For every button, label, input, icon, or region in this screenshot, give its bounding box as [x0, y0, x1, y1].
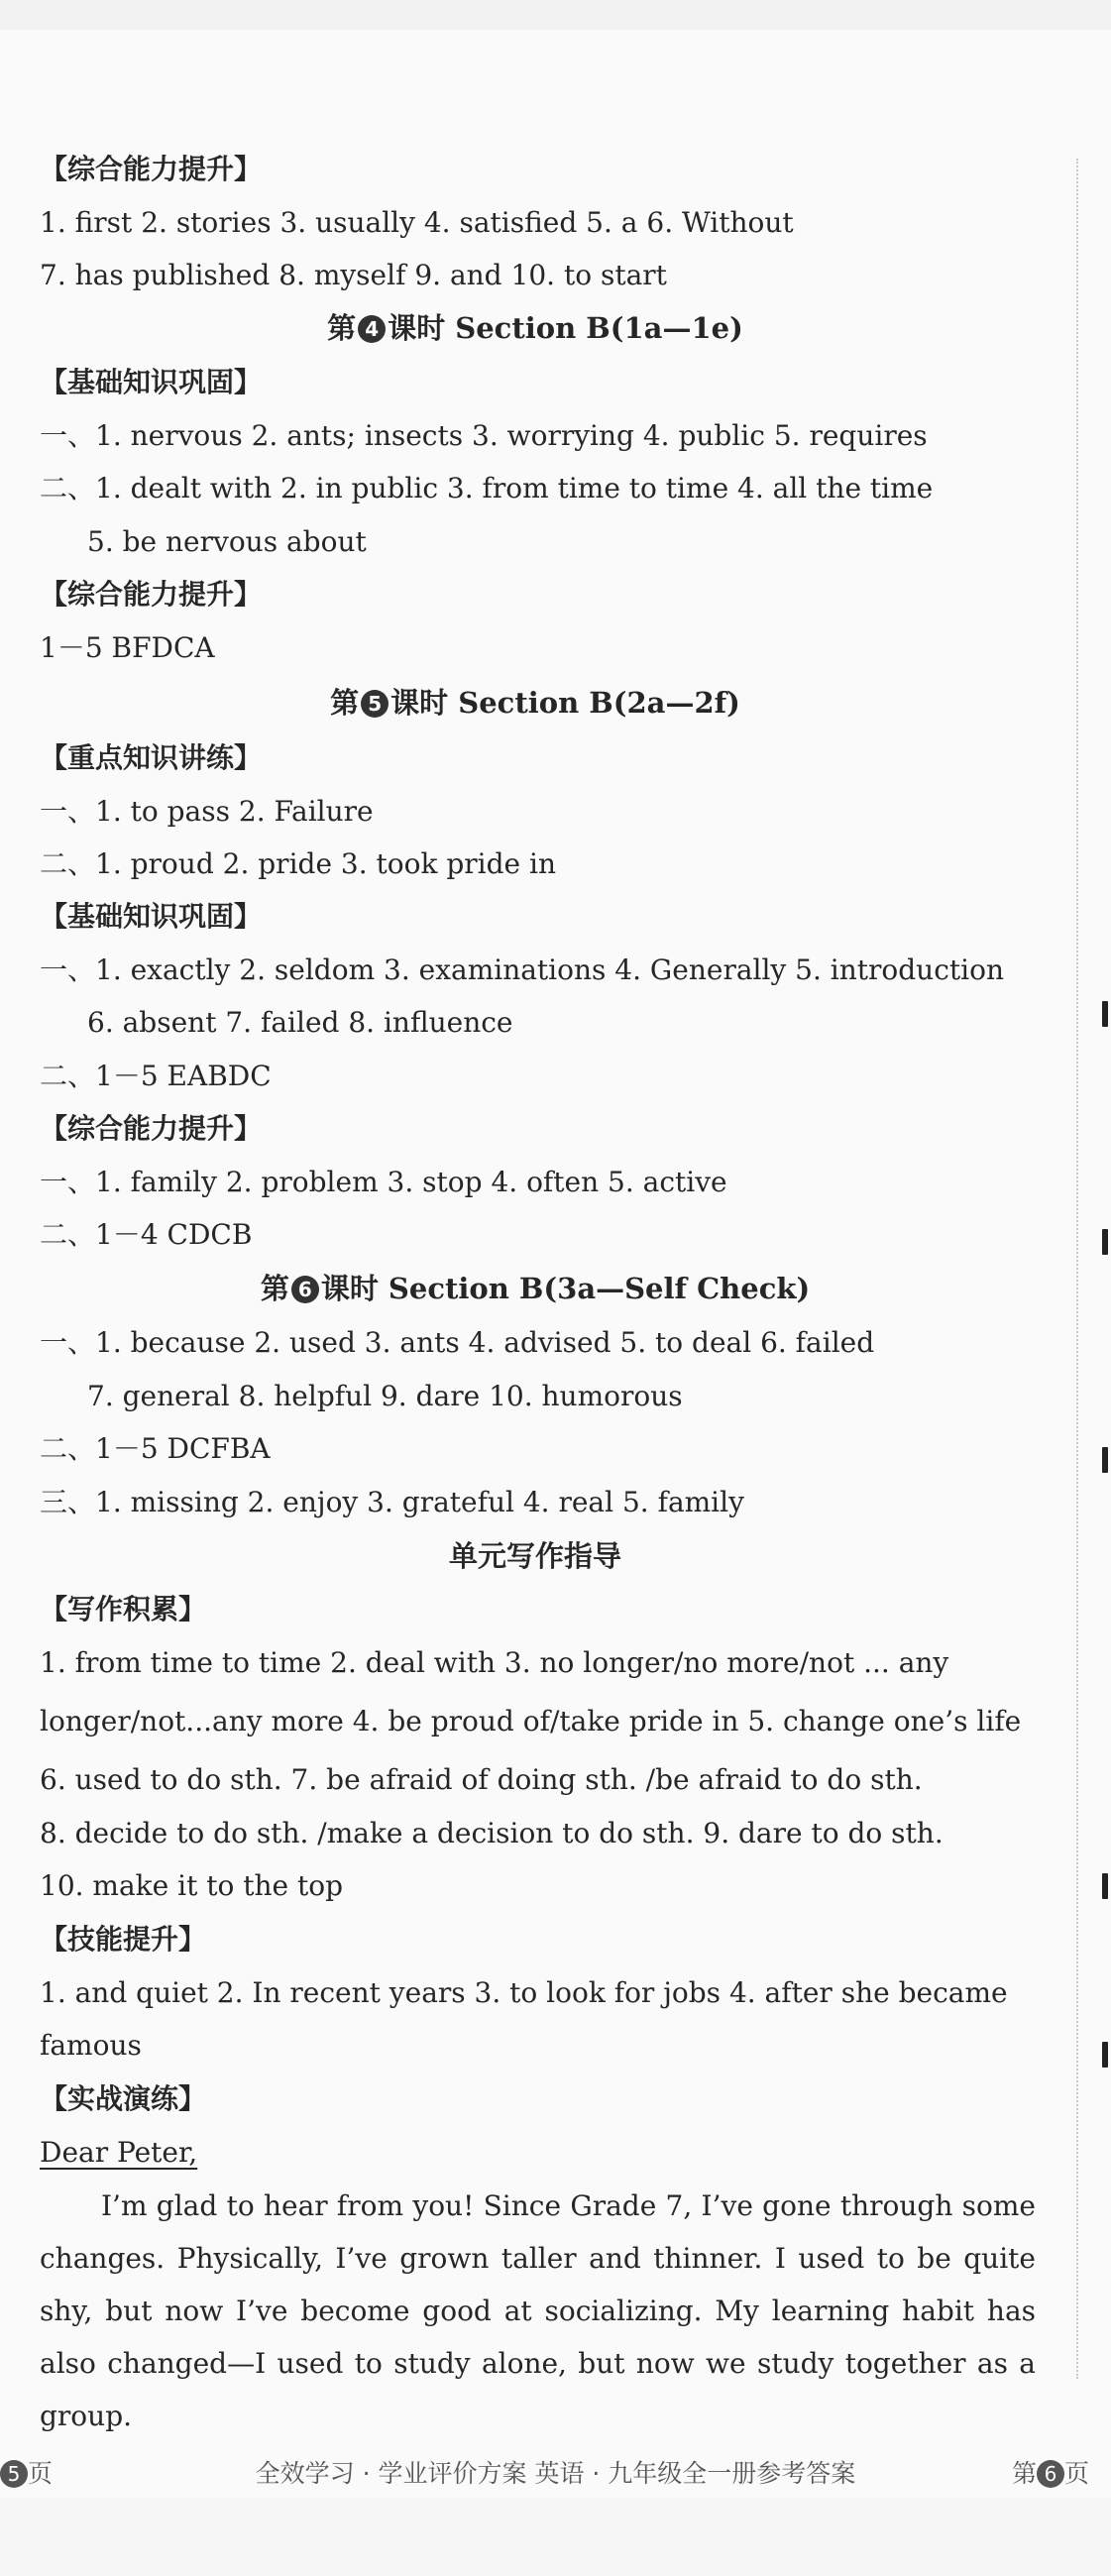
edge-mark — [1102, 1001, 1108, 1027]
lesson-number-badge: 6 — [291, 1276, 319, 1303]
edge-mark — [1102, 1229, 1108, 1255]
lesson-prefix: 第 — [260, 1272, 289, 1305]
answer-line: 一、1. because 2. used 3. ants 4. advised 5. to deal 6. failed — [40, 1326, 875, 1359]
answer-line: 一、1. nervous 2. ants; insects 3. worrying 4. public 5. requires — [40, 419, 928, 452]
page-suffix: 页 — [28, 2459, 54, 2488]
answer-line: 1. from time to time 2. deal with 3. no longer/no more/not ... any — [40, 1646, 949, 1679]
lesson-suffix: 课时 Section B(3a—Self Check) — [320, 1272, 811, 1305]
lesson-number-badge: 4 — [358, 315, 386, 343]
answer-line: 1－5 BFDCA — [40, 631, 215, 664]
lesson-suffix: 课时 Section B(1a—1e) — [388, 311, 743, 345]
section-heading: 【基础知识巩固】 — [40, 366, 263, 398]
answer-line: famous — [40, 2029, 142, 2062]
bottom-margin — [0, 2498, 1111, 2576]
page-prefix: 第 — [1011, 2459, 1037, 2488]
answer-line: longer/not...any more 4. be proud of/take pride in 5. change one’s life — [40, 1705, 1022, 1737]
answer-line: 一、1. to pass 2. Failure — [40, 795, 374, 828]
answer-line: 二、1. proud 2. pride 3. took pride in — [40, 847, 557, 880]
answer-line: 8. decide to do sth. /make a decision to do sth. 9. dare to do sth. — [40, 1817, 944, 1849]
lesson-prefix: 第 — [327, 311, 357, 345]
answer-line: 一、1. exactly 2. seldom 3. examinations 4. Generally 5. introduction — [40, 953, 1004, 986]
answer-line: 7. has published 8. myself 9. and 10. to start — [40, 259, 667, 291]
page-suffix: 页 — [1063, 2459, 1089, 2488]
edge-mark — [1102, 1873, 1108, 1899]
section-heading: 【基础知识巩固】 — [40, 900, 263, 933]
answer-line: 7. general 8. helpful 9. dare 10. humorous — [87, 1380, 683, 1412]
section-heading: 【技能提升】 — [40, 1923, 207, 1956]
lesson-title — [0, 683, 1070, 723]
answer-line: 5. be nervous about — [87, 525, 367, 558]
footer-title: 全效学习 · 学业评价方案 英语 · 九年级全一册参考答案 — [255, 2459, 856, 2488]
answer-line: 二、1－5 DCFBA — [40, 1432, 271, 1465]
answer-line: 二、1. dealt with 2. in public 3. from time to time 4. all the time — [40, 472, 934, 504]
section-heading: 【综合能力提升】 — [40, 1112, 263, 1145]
answer-line: 10. make it to the top — [40, 1869, 344, 1902]
edge-mark — [1102, 2042, 1108, 2068]
answer-line: 1. and quiet 2. In recent years 3. to look for jobs 4. after she became — [40, 1976, 1008, 2009]
lesson-title — [0, 1269, 1070, 1308]
answer-line: 三、1. missing 2. enjoy 3. grateful 4. real 5. family — [40, 1486, 744, 1518]
top-margin — [0, 0, 1111, 30]
letter-body — [40, 2180, 1036, 2442]
section-heading: 【写作积累】 — [40, 1593, 207, 1625]
page-footer — [0, 2448, 1111, 2488]
column-divider — [1076, 159, 1078, 2379]
answer-line: 二、1－4 CDCB — [40, 1218, 253, 1251]
edge-mark — [1102, 1447, 1108, 1473]
answer-line: 一、1. family 2. problem 3. stop 4. often 5. active — [40, 1166, 727, 1198]
section-heading: 【综合能力提升】 — [40, 578, 263, 611]
letter-paragraph: I’m glad to hear from you! Since Grade 7, I’ve gone through some changes. Physically, I’ve grown taller and thinner. I used to be quite shy, but now I’ve become good at socializing. My learning habit has also changed—I used to study alone, but now we study together as a group. — [40, 2189, 1036, 2432]
answer-line: 二、1－5 EABDC — [40, 1060, 272, 1092]
footer-right-page — [1012, 2454, 1089, 2490]
lesson-number-badge: 5 — [361, 690, 389, 718]
section-heading: 【综合能力提升】 — [40, 153, 263, 185]
answer-line: 6. absent 7. failed 8. influence — [87, 1006, 513, 1039]
answer-line: 6. used to do sth. 7. be afraid of doing sth. /be afraid to do sth. — [40, 1763, 923, 1796]
answer-line: 1. first 2. stories 3. usually 4. satisfied 5. a 6. Without — [40, 206, 794, 239]
page-number-badge: 6 — [1037, 2460, 1064, 2488]
page-number-badge: 5 — [0, 2460, 28, 2488]
lesson-prefix: 第 — [330, 686, 360, 720]
section-heading: 【实战演练】 — [40, 2082, 207, 2115]
unit-writing-title: 单元写作指导 — [448, 1539, 621, 1573]
section-heading: 【重点知识讲练】 — [40, 741, 263, 774]
lesson-suffix: 课时 Section B(2a—2f) — [390, 686, 740, 720]
letter-greeting: Dear Peter, — [40, 2136, 198, 2169]
lesson-title — [0, 308, 1070, 348]
